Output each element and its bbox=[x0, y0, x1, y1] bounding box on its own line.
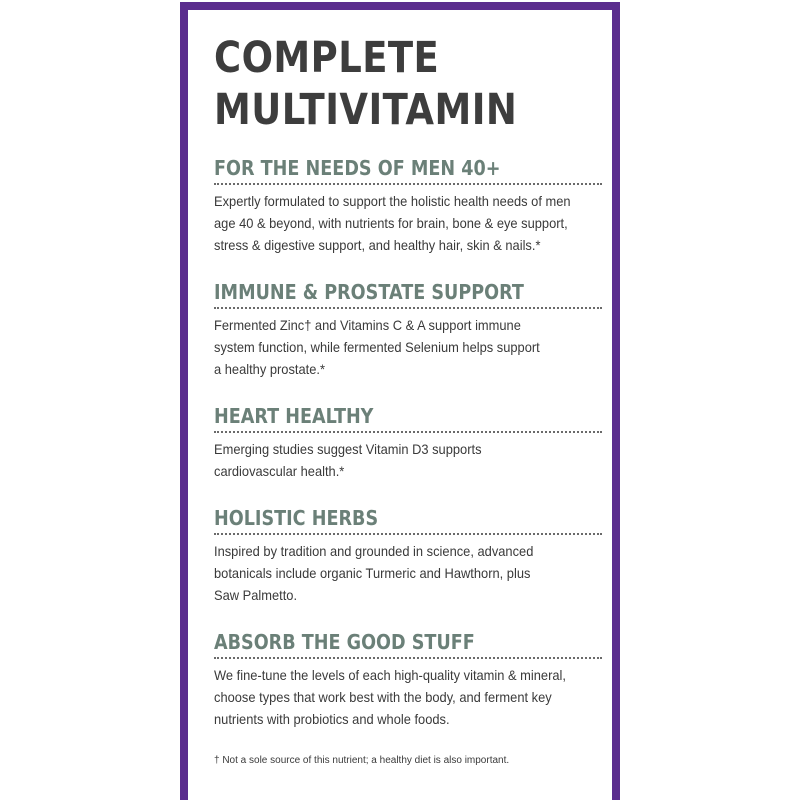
section-body: We fine-tune the levels of each high-quality vitamin & mineral, choose types that work best with the body, and ferment key nutrients with probiotics and whole foods. bbox=[214, 667, 567, 727]
product-title-line-2: MULTIVITAMIN bbox=[214, 85, 518, 135]
product-title bbox=[214, 32, 517, 136]
section-body: Expertly formulated to support the holistic health needs of men age 40 & beyond, with nutrients for brain, bone & eye support, stress & digestive support, and healthy hair, skin & nails.* bbox=[214, 193, 571, 253]
section-heading: HOLISTIC HERBS bbox=[214, 506, 602, 535]
section-body: Fermented Zinc† and Vitamins C & A support immune system function, while fermented Selenium helps support a healthy prostate.* bbox=[214, 317, 540, 377]
section-holistic-herbs bbox=[214, 506, 602, 606]
section-body: Emerging studies suggest Vitamin D3 supports cardiovascular health.* bbox=[214, 441, 482, 479]
footnote: † Not a sole source of this nutrient; a healthy diet is also important. bbox=[214, 755, 510, 766]
section-absorb-good-stuff bbox=[214, 630, 602, 730]
section-body: Inspired by tradition and grounded in science, advanced botanicals include organic Turmeric and Hawthorn, plus Saw Palmetto. bbox=[214, 543, 534, 603]
section-heading: IMMUNE & PROSTATE SUPPORT bbox=[214, 280, 602, 309]
section-immune-prostate bbox=[214, 280, 602, 380]
section-heading: ABSORB THE GOOD STUFF bbox=[214, 630, 602, 659]
section-needs-of-men bbox=[214, 156, 602, 256]
product-title-line-1: COMPLETE bbox=[214, 33, 440, 83]
section-heading: HEART HEALTHY bbox=[214, 404, 602, 433]
product-info-panel bbox=[180, 2, 620, 800]
section-heading: FOR THE NEEDS OF MEN 40+ bbox=[214, 156, 602, 185]
section-heart-healthy bbox=[214, 404, 602, 482]
